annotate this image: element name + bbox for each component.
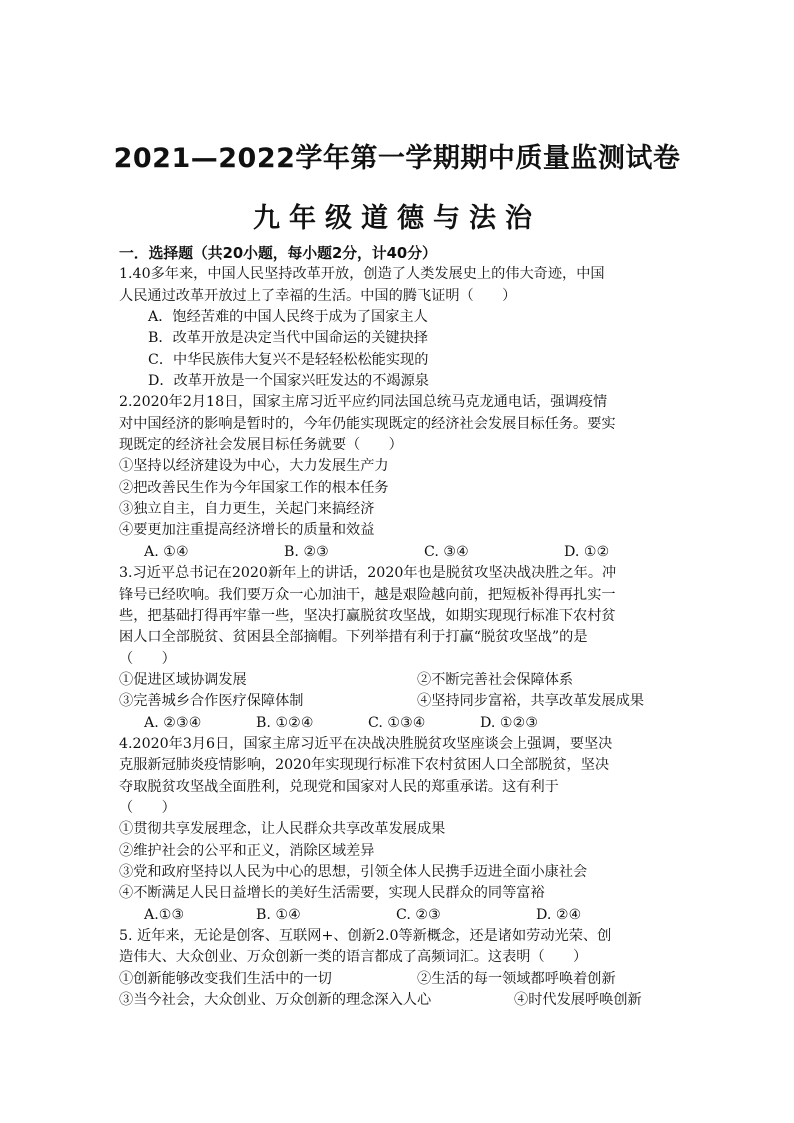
q2-stem-line: 现既定的经济社会发展目标任务就要（ ）: [119, 437, 403, 454]
q4-stem-line: 克服新冠肺炎疫情影响，2020年实现现行标准下农村贫困人口全部脱贫，坚决: [119, 757, 610, 774]
q5-statement-row: [119, 990, 679, 1011]
q3-choices: [119, 713, 679, 734]
q3-statement-row: [119, 670, 679, 691]
q2-stem-line: 2.2020年2月18日，国家主席习近平应约同法国总统马克龙通电话，强调疫情: [119, 394, 608, 411]
q3-stem-line: 3.习近平总书记在2020新年上的讲话，2020年也是脱贫攻坚决战决胜之年。冲: [119, 565, 617, 582]
q4-statement: ②维护社会的公平和正义，消除区域差异: [119, 842, 375, 859]
q4-stem-line: （ ）: [119, 799, 176, 816]
q3-statement: ③完善城乡合作医疗保障体制: [119, 693, 304, 710]
q1-option-b: B．改革开放是决定当代中国命运的关键抉择: [148, 330, 428, 347]
q4-statement: ④不断满足人民日益增长的美好生活需要，实现人民群众的同等富裕: [119, 885, 545, 902]
exam-content: [119, 243, 679, 1011]
exam-title: 2021—2022学年第一学期期中质量监测试卷: [113, 143, 681, 174]
q1-option-a: A．饱经苦难的中国人民终于成为了国家主人: [148, 309, 428, 326]
q4-choice-d: D. ②④: [536, 906, 582, 923]
q2-choices: [119, 542, 679, 563]
q4-choice-b: B. ①④: [256, 906, 301, 923]
q3-stem-line: 锋号已经吹响。我们要万众一心加油干，越是艰险越向前，把短板补得再扎实一: [119, 586, 616, 603]
exam-subtitle: 九年级道德与法治: [253, 203, 541, 234]
q3-choice-a: A. ②③④: [144, 714, 202, 731]
q5-statement: ④时代发展呼唤创新: [514, 992, 642, 1009]
q1-stem-line: 1.40多年来，中国人民坚持改革开放，创造了人类发展史上的伟大奇迹，中国: [119, 266, 605, 283]
q3-stem-line: （ ）: [119, 650, 176, 667]
q5-statement-row: [119, 969, 679, 990]
q3-statement: ④坚持同步富裕，共享改革发展成果: [417, 693, 645, 710]
q2-stem-line: 对中国经济的影响是暂时的，今年仍能实现既定的经济社会发展目标任务。要实: [119, 415, 616, 432]
q1-option-c: C．中华民族伟大复兴不是轻轻松松能实现的: [148, 351, 429, 368]
q3-choice-c: C. ①③④: [368, 714, 426, 731]
q3-choice-d: D. ①②③: [480, 714, 539, 731]
q2-choice-d: D. ①②: [564, 543, 610, 560]
q4-statement: ③党和政府坚持以人民为中心的思想，引领全体人民携手迈进全面小康社会: [119, 863, 588, 880]
q5-stem-line: 5. 近年来，无论是创客、互联网+、创新2.0等新概念，还是诸如劳动光荣、创: [119, 928, 612, 944]
q3-statement-row: [119, 691, 679, 712]
q4-choice-a: A.①③: [144, 906, 185, 923]
q3-choice-b: B. ①②④: [256, 714, 314, 731]
q1-option-d: D．改革开放是一个国家兴旺发达的不竭源泉: [148, 373, 429, 390]
q2-statement: ②把改善民生作为今年国家工作的根本任务: [119, 479, 389, 496]
q3-statement: ①促进区域协调发展: [119, 671, 247, 688]
q2-choice-c: C. ③④: [424, 543, 469, 560]
q5-statement: ②生活的每一领域都呼唤着创新: [417, 970, 616, 987]
q3-stem-line: 困人口全部脱贫、贫困县全部摘帽。下列举措有利于打赢“脱贫攻坚战”的是: [119, 629, 588, 646]
q2-statement: ④要更加注重提高经济增长的质量和效益: [119, 522, 375, 539]
section-heading: 一．选择题（共20小题，每小题2分，计40分）: [119, 245, 437, 262]
q5-stem-line: 造伟大、大众创业、万众创新一类的语言都成了高频词汇。这表明（ ）: [119, 949, 588, 966]
q2-statement: ①坚持以经济建设为中心，大力发展生产力: [119, 458, 389, 475]
q5-statement: ①创新能够改变我们生活中的一切: [119, 970, 332, 987]
q2-statement: ③独立自主，自力更生，关起门来搞经济: [119, 501, 375, 518]
q4-stem-line: 夺取脱贫攻坚战全面胜利，兑现党和国家对人民的郑重承诺。这有利于: [119, 778, 559, 795]
q4-choice-c: C. ②③: [396, 906, 441, 923]
q5-statement: ③当今社会，大众创业、万众创新的理念深入人心: [119, 992, 432, 1009]
q3-stem-line: 些，把基础打得再牢靠一些，坚决打赢脱贫攻坚战，如期实现现行标准下农村贫: [119, 607, 616, 624]
q4-choices: [119, 905, 679, 926]
q2-choice-a: A. ①④: [144, 543, 189, 560]
q3-statement: ②不断完善社会保障体系: [417, 671, 574, 688]
q2-choice-b: B. ②③: [284, 543, 329, 560]
q1-stem-line: 人民通过改革开放过上了幸福的生活。中国的腾飞证明（ ）: [119, 287, 517, 304]
q4-stem-line: 4.2020年3月6日，国家主席习近平在决战决胜脱贫攻坚座谈会上强调，要坚决: [119, 735, 613, 752]
q4-statement: ①贯彻共享发展理念，让人民群众共享改革发展成果: [119, 821, 446, 838]
